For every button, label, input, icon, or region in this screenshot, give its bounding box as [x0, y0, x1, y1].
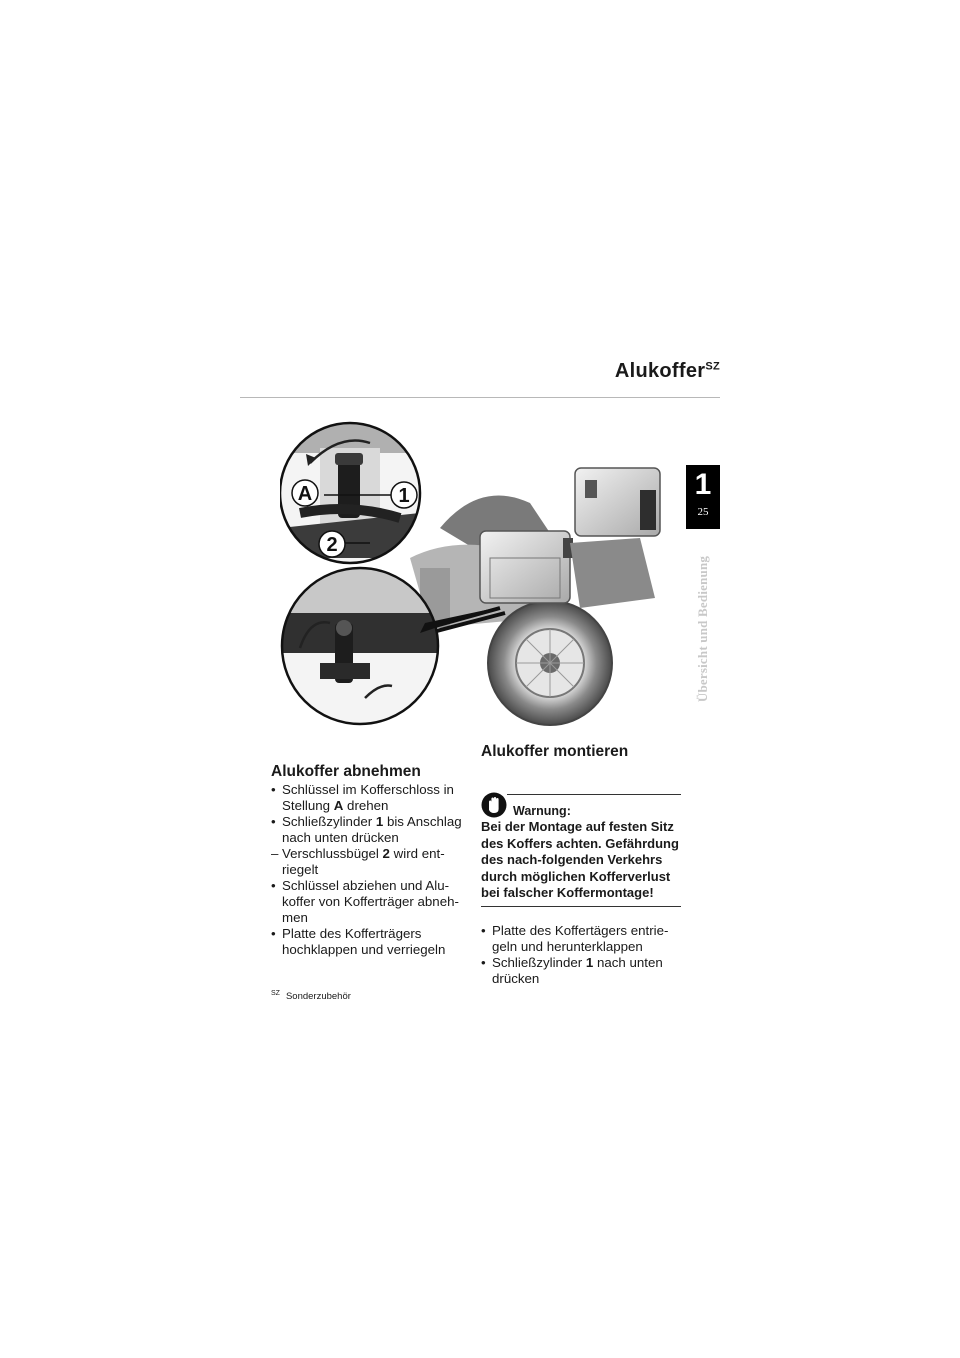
- step-item: [481, 955, 681, 987]
- step-marker: •: [271, 782, 276, 797]
- callout-a-label: A: [297, 483, 313, 505]
- step-item: [481, 923, 681, 955]
- warning-box: [481, 784, 681, 907]
- chapter-number: 1: [694, 468, 712, 501]
- step-item: [271, 878, 466, 926]
- page-title-text: Alukoffer: [614, 360, 706, 382]
- step-text-after: bis Anschlag nach unten drücken: [282, 814, 462, 845]
- callout-a: [292, 480, 318, 506]
- motorcycle-drawing: [410, 468, 660, 725]
- step-text-after: wird ent-riegelt: [282, 846, 445, 877]
- side-section-label-text: Übersicht und Bedienung: [695, 555, 710, 703]
- warning-top-rule: [507, 794, 681, 795]
- step-reference: 2: [382, 846, 390, 861]
- step-marker: •: [481, 954, 486, 970]
- warning-header: [481, 784, 681, 818]
- step-text: Platte des Kofferträgers hochklappen und verriegeln: [282, 926, 446, 957]
- step-text: Schlüssel im Kofferschloss in Stellung: [282, 782, 454, 813]
- step-reference: 1: [585, 954, 594, 970]
- step-marker: •: [271, 878, 276, 893]
- step-text-after: nach unten drücken: [492, 954, 663, 986]
- warning-text: Bei der Montage auf festen Sitz des Koffers achten. Gefährdung des nach-folgenden Verkehrs durch möglichen Kofferverlust bei falscher Koffermontage!: [481, 819, 679, 900]
- step-marker: •: [271, 814, 276, 829]
- step-text: Schließzylinder: [492, 954, 586, 970]
- step-reference: A: [333, 798, 344, 813]
- step-text: Schließzylinder: [282, 814, 376, 829]
- page-title-superscript: SZ: [705, 360, 720, 373]
- title-divider: [240, 397, 720, 398]
- footnote-text: Sonderzubehör: [285, 991, 351, 1002]
- mount-heading: Alukoffer montieren: [481, 743, 629, 760]
- step-reference: 1: [375, 814, 384, 829]
- step-text-after: drehen: [343, 798, 389, 813]
- callout-1: [391, 482, 417, 508]
- warning-bottom-rule: [481, 906, 681, 907]
- mount-steps: [481, 923, 681, 987]
- footnote: [271, 990, 351, 1002]
- page-title: [560, 360, 720, 383]
- motorcycle-case-illustration: [280, 418, 700, 728]
- step-marker: –: [271, 846, 279, 861]
- step-marker: •: [481, 922, 486, 938]
- step-marker: •: [271, 926, 276, 941]
- mount-section: [481, 742, 681, 987]
- callout-2-label: 2: [326, 534, 338, 556]
- step-item: [271, 782, 466, 814]
- step-item: [271, 926, 466, 958]
- callout-1-label: 1: [398, 485, 410, 507]
- step-item: [271, 846, 466, 878]
- step-item: [271, 814, 466, 846]
- hand-stop-icon: [481, 792, 507, 818]
- step-text: Verschlussbügel: [282, 846, 383, 861]
- footnote-marker: SZ: [271, 990, 280, 997]
- page-number: 25: [697, 506, 709, 518]
- step-text: Schlüssel abziehen und Alu-koffer von Kofferträger abneh-men: [282, 878, 459, 925]
- callout-2: [319, 531, 345, 557]
- step-text: Platte des Koffertägers entrie-geln und herunterklappen: [492, 922, 669, 954]
- remove-heading: Alukoffer abnehmen: [271, 763, 421, 780]
- remove-steps: [271, 782, 466, 958]
- warning-label: Warnung:: [513, 804, 571, 818]
- remove-section: [271, 762, 466, 958]
